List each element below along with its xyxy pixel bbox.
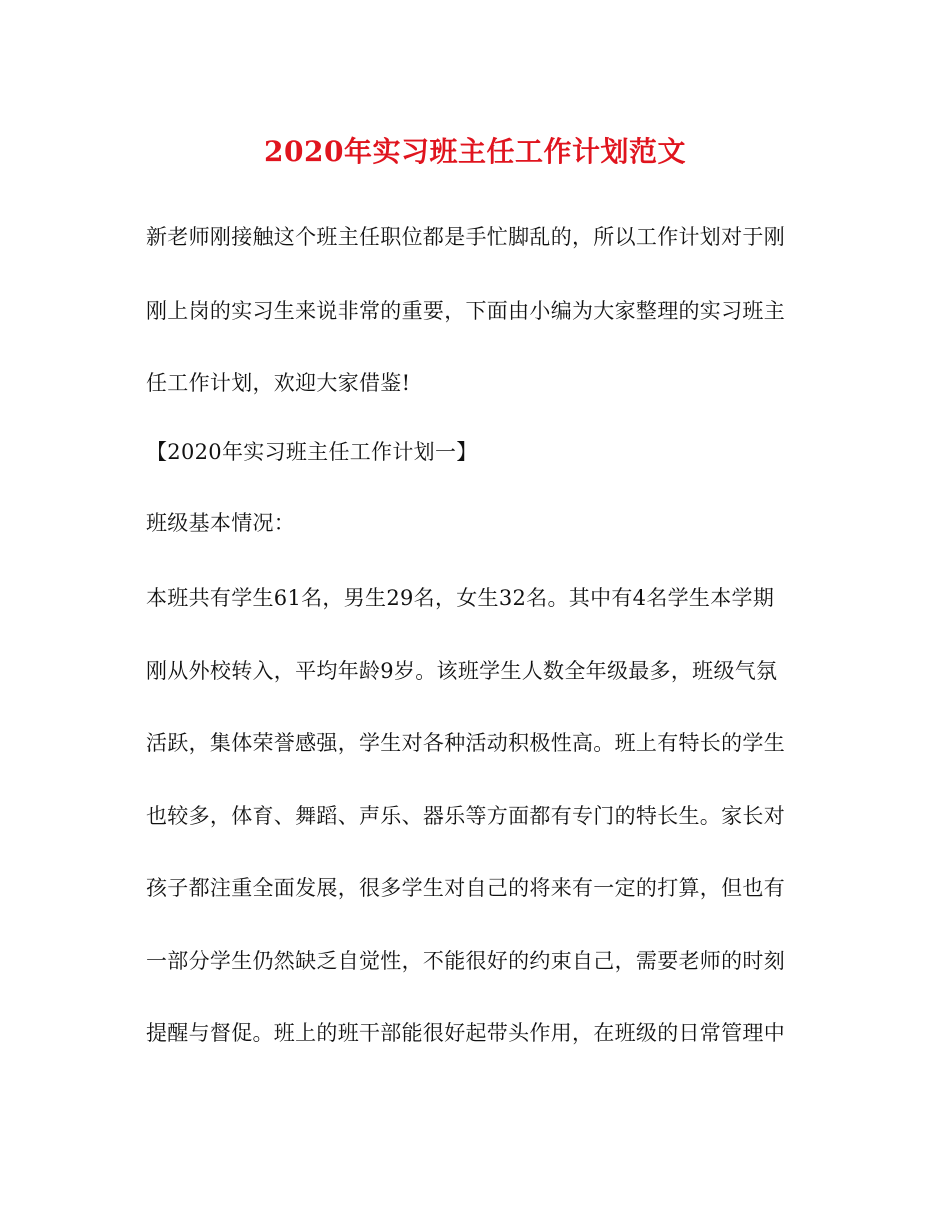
paragraph-line: 孩子都注重全面发展，很多学生对自己的将来有一定的打算，但也有 (146, 876, 785, 900)
paragraph-line: 新老师刚接触这个班主任职位都是手忙脚乱的，所以工作计划对于刚 (146, 225, 785, 249)
paragraph-line: 刚从外校转入，平均年龄9岁。该班学生人数全年级最多，班级气氛 (146, 659, 778, 683)
paragraph-line: 本班共有学生61名，男生29名，女生32名。其中有4名学生本学期 (146, 586, 775, 610)
paragraph-line: 活跃，集体荣誉感强，学生对各种活动积极性高。班上有特长的学生 (146, 731, 785, 755)
paragraph-line: 也较多，体育、舞蹈、声乐、器乐等方面都有专门的特长生。家长对 (146, 804, 785, 828)
document-title: 2020年实习班主任工作计划范文 (264, 135, 686, 168)
paragraph-line: 任工作计划，欢迎大家借鉴! (146, 371, 411, 395)
paragraph-line: 刚上岗的实习生来说非常的重要，下面由小编为大家整理的实习班主 (146, 299, 785, 323)
paragraph-line: 提醒与督促。班上的班干部能很好起带头作用，在班级的日常管理中 (146, 1021, 785, 1045)
subheading: 班级基本情况： (146, 511, 296, 535)
section-heading: 【2020年实习班主任工作计划一】 (146, 440, 478, 464)
paragraph-line: 一部分学生仍然缺乏自觉性，不能很好的约束自己，需要老师的时刻 (146, 949, 785, 973)
